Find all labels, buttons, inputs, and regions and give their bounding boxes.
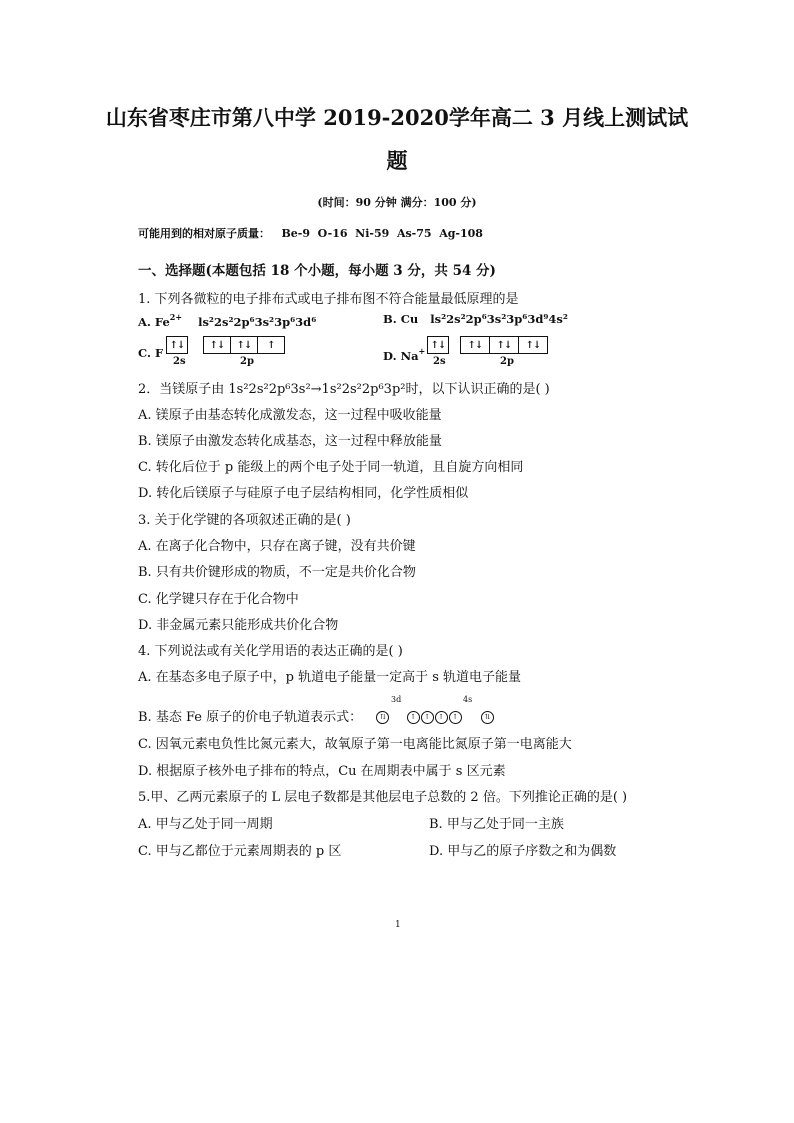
q5-stem: 5.甲、乙两元素原子的 L 层电子数都是其他层电子总数的 2 倍。下列推论正确的是( ) [138,790,628,805]
q1-d-label: D. Na [383,349,419,363]
q1-option-a [138,312,316,329]
q4-option-b [138,711,495,724]
exam-time-info: (时间：90 分钟 满分：100 分) [317,196,477,209]
orbital-circle: ↑ [407,711,420,724]
q4-stem: 4. 下列说法或有关化学用语的表达正确的是( ) [138,644,403,659]
q4-3d-label: 3d [391,695,402,704]
q4-4s-label: 4s [463,695,473,704]
q1-d-2p-label: 2p [500,356,514,367]
orbital-box: ↑↓ [427,336,449,354]
q5-option-d: D. 甲与乙的原子序数之和为偶数 [429,844,617,859]
section-heading: 一、选择题(本题包括 18 个小题，每小题 3 分，共 54 分) [138,263,496,279]
q2-option-c: C. 转化后位于 p 能级上的两个电子处于同一轨道，且自旋方向相同 [138,460,524,475]
q1-stem: 1. 下列各微粒的电子排布式或电子排布图不符合能量最低原理的是 [138,292,519,307]
page-number: 1 [395,920,401,930]
q3-option-c: C. 化学键只存在于化合物中 [138,592,299,607]
orbital-box: ↑↓ [203,336,231,354]
q3-option-b: B. 只有共价键形成的物质，不一定是共价化合物 [138,565,416,580]
orbital-circle: ↑ [435,711,448,724]
orbital-box: ↑↓ [230,336,258,354]
q2-option-d: D. 转化后镁原子与硅原子电子层结构相同，化学性质相似 [138,486,469,501]
q4-option-c: C. 因氧元素电负性比氮元素大，故氧原子第一电离能比氮原子第一电离能大 [138,737,572,752]
q1-d-2s-label: 2s [433,356,446,367]
q1-option-b [383,312,568,326]
q1-d-2s-boxes [427,336,448,354]
q5-option-b: B. 甲与乙处于同一主族 [429,817,564,832]
q2-option-a: A. 镁原子由基态转化成激发态，这一过程中吸收能量 [138,408,442,423]
orbital-box: ↑ [257,336,285,354]
q5-option-a: A. 甲与乙处于同一周期 [138,817,273,832]
paper-title-line2: 题 [386,148,408,173]
q2-option-b: B. 镁原子由激发态转化成基态，这一过程中释放能量 [138,434,442,449]
q1-d-charge: + [418,346,426,356]
q1-c-2s-boxes [166,336,187,354]
q3-option-a: A. 在离子化合物中，只存在离子键，没有共价键 [138,539,416,554]
q1-c-2p-label: 2p [240,356,254,367]
q5-option-c: C. 甲与乙都位于元素周期表的 p 区 [138,844,342,859]
atomic-masses: 可能用到的相对原子质量： Be-9 O-16 Ni-59 As-75 Ag-108 [138,227,483,240]
paper-title-line1: 山东省枣庄市第八中学 2019-2020学年高二 3 月线上测试试 [105,105,689,130]
q4-option-d: D. 根据原子核外电子排布的特点，Cu 在周期表中属于 s 区元素 [138,764,506,779]
q1-d-2p-boxes [460,336,547,354]
orbital-box: ↑↓ [489,336,519,354]
q2-stem: 2．当镁原子由 1s²2s²2p⁶3s²→1s²2s²2p⁶3p²时，以下认识正确的是( ) [138,382,550,397]
q1-c-2s-label: 2s [173,356,186,367]
orbital-box: ↑↓ [518,336,548,354]
orbital-circle: ⇅ [481,711,494,724]
q1-c-label: C. F [138,346,164,360]
orbital-box: ↑↓ [460,336,490,354]
q4-b-text: B. 基态 Fe 原子的价电子轨道表示式： [138,710,363,725]
q1-b-label: B. Cu [383,312,419,326]
q1-b-config: ls²2s²2p⁶3s²3p⁶3d⁹4s² [430,312,568,326]
orbital-circle: ↑ [449,711,462,724]
q3-option-d: D. 非金属元素只能形成共价化合物 [138,618,339,633]
orbital-circle: ⇅ [376,711,389,724]
orbital-box: ↑↓ [166,336,188,354]
orbital-circle: ↑ [421,711,434,724]
q1-a-config: ls²2s²2p⁶3s²3p⁶3d⁶ [198,315,317,329]
q1-a-label: A. Fe [138,315,170,329]
q1-a-charge: 2+ [169,312,183,322]
q3-stem: 3. 关于化学键的各项叙述正确的是( ) [138,513,351,528]
q1-d-label-wrap [383,346,425,363]
q1-c-2p-boxes [203,336,284,354]
q4-option-a: A. 在基态多电子原子中，p 轨道电子能量一定高于 s 轨道电子能量 [138,670,522,685]
